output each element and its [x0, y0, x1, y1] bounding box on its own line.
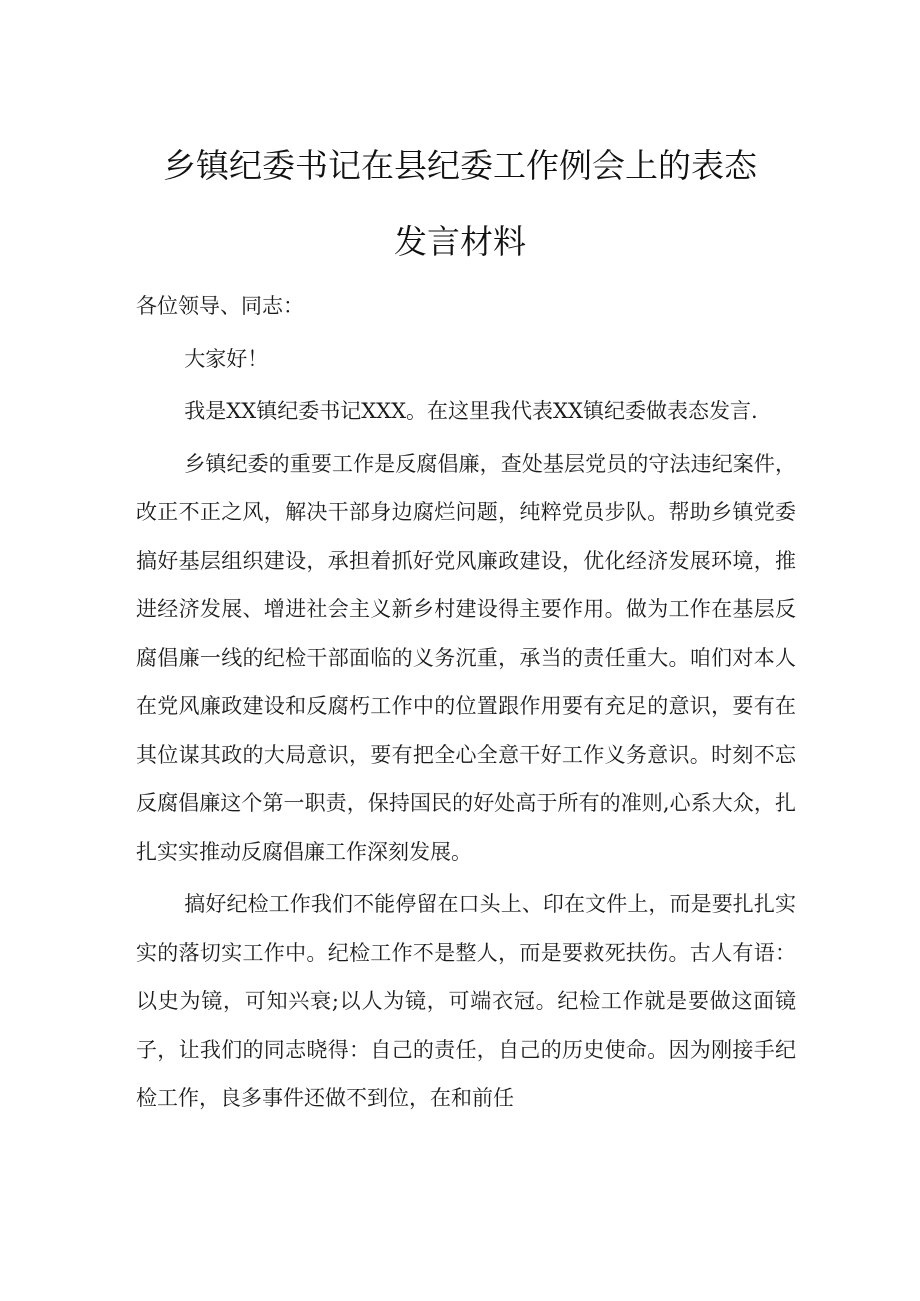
salutation: 各位领导、同志：: [136, 294, 304, 318]
document-body: [136, 282, 796, 1123]
document-title-line-1: 乡镇纪委书记在县纪委工作例会上的表态: [163, 146, 757, 185]
paragraph-intro: 我是XX镇纪委书记XXX。在这里我代表XX镇纪委做表态发言.: [184, 399, 758, 423]
paragraph-duties: 乡镇纪委的重要工作是反腐倡廉，查处基层党员的守法违纪案件，改正不正之风，解决干部身边腐烂问题，纯粹党员步队。帮助乡镇党委搞好基层组织建设，承担着抓好党风廉政建设，优化经济发展环境，推进经济发展、增进社会主义新乡村建设得主要作用。做为工作在基层反腐倡廉一线的纪检干部面临的义务沉重，承当的责任重大。咱们对本人在党风廉政建设和反腐朽工作中的位置跟作用要有充足的意识，要有在其位谋其政的大局意识，要有把全心全意干好工作义务意识。时刻不忘反腐倡廉这个第一职责，保持国民的好处高于所有的准则,心系大众，扎扎实实推动反腐倡廉工作深刻发展。: [136, 451, 796, 864]
greeting: 大家好！: [184, 346, 269, 371]
paragraph-practice: 搞好纪检工作我们不能停留在口头上、印在文件上，而是要扎扎实实的落切实工作中。纪检工作不是整人，而是要救死扶伤。古人有语：以史为镜，可知兴衰;以人为镜，可端衣冠。纪检工作就是要做这面镜子，让我们的同志晓得：自己的责任，自己的历史使命。因为刚接手纪检工作，良多事件还做不到位，在和前任: [136, 892, 796, 1110]
document-title-line-2: 发言材料: [394, 222, 526, 261]
